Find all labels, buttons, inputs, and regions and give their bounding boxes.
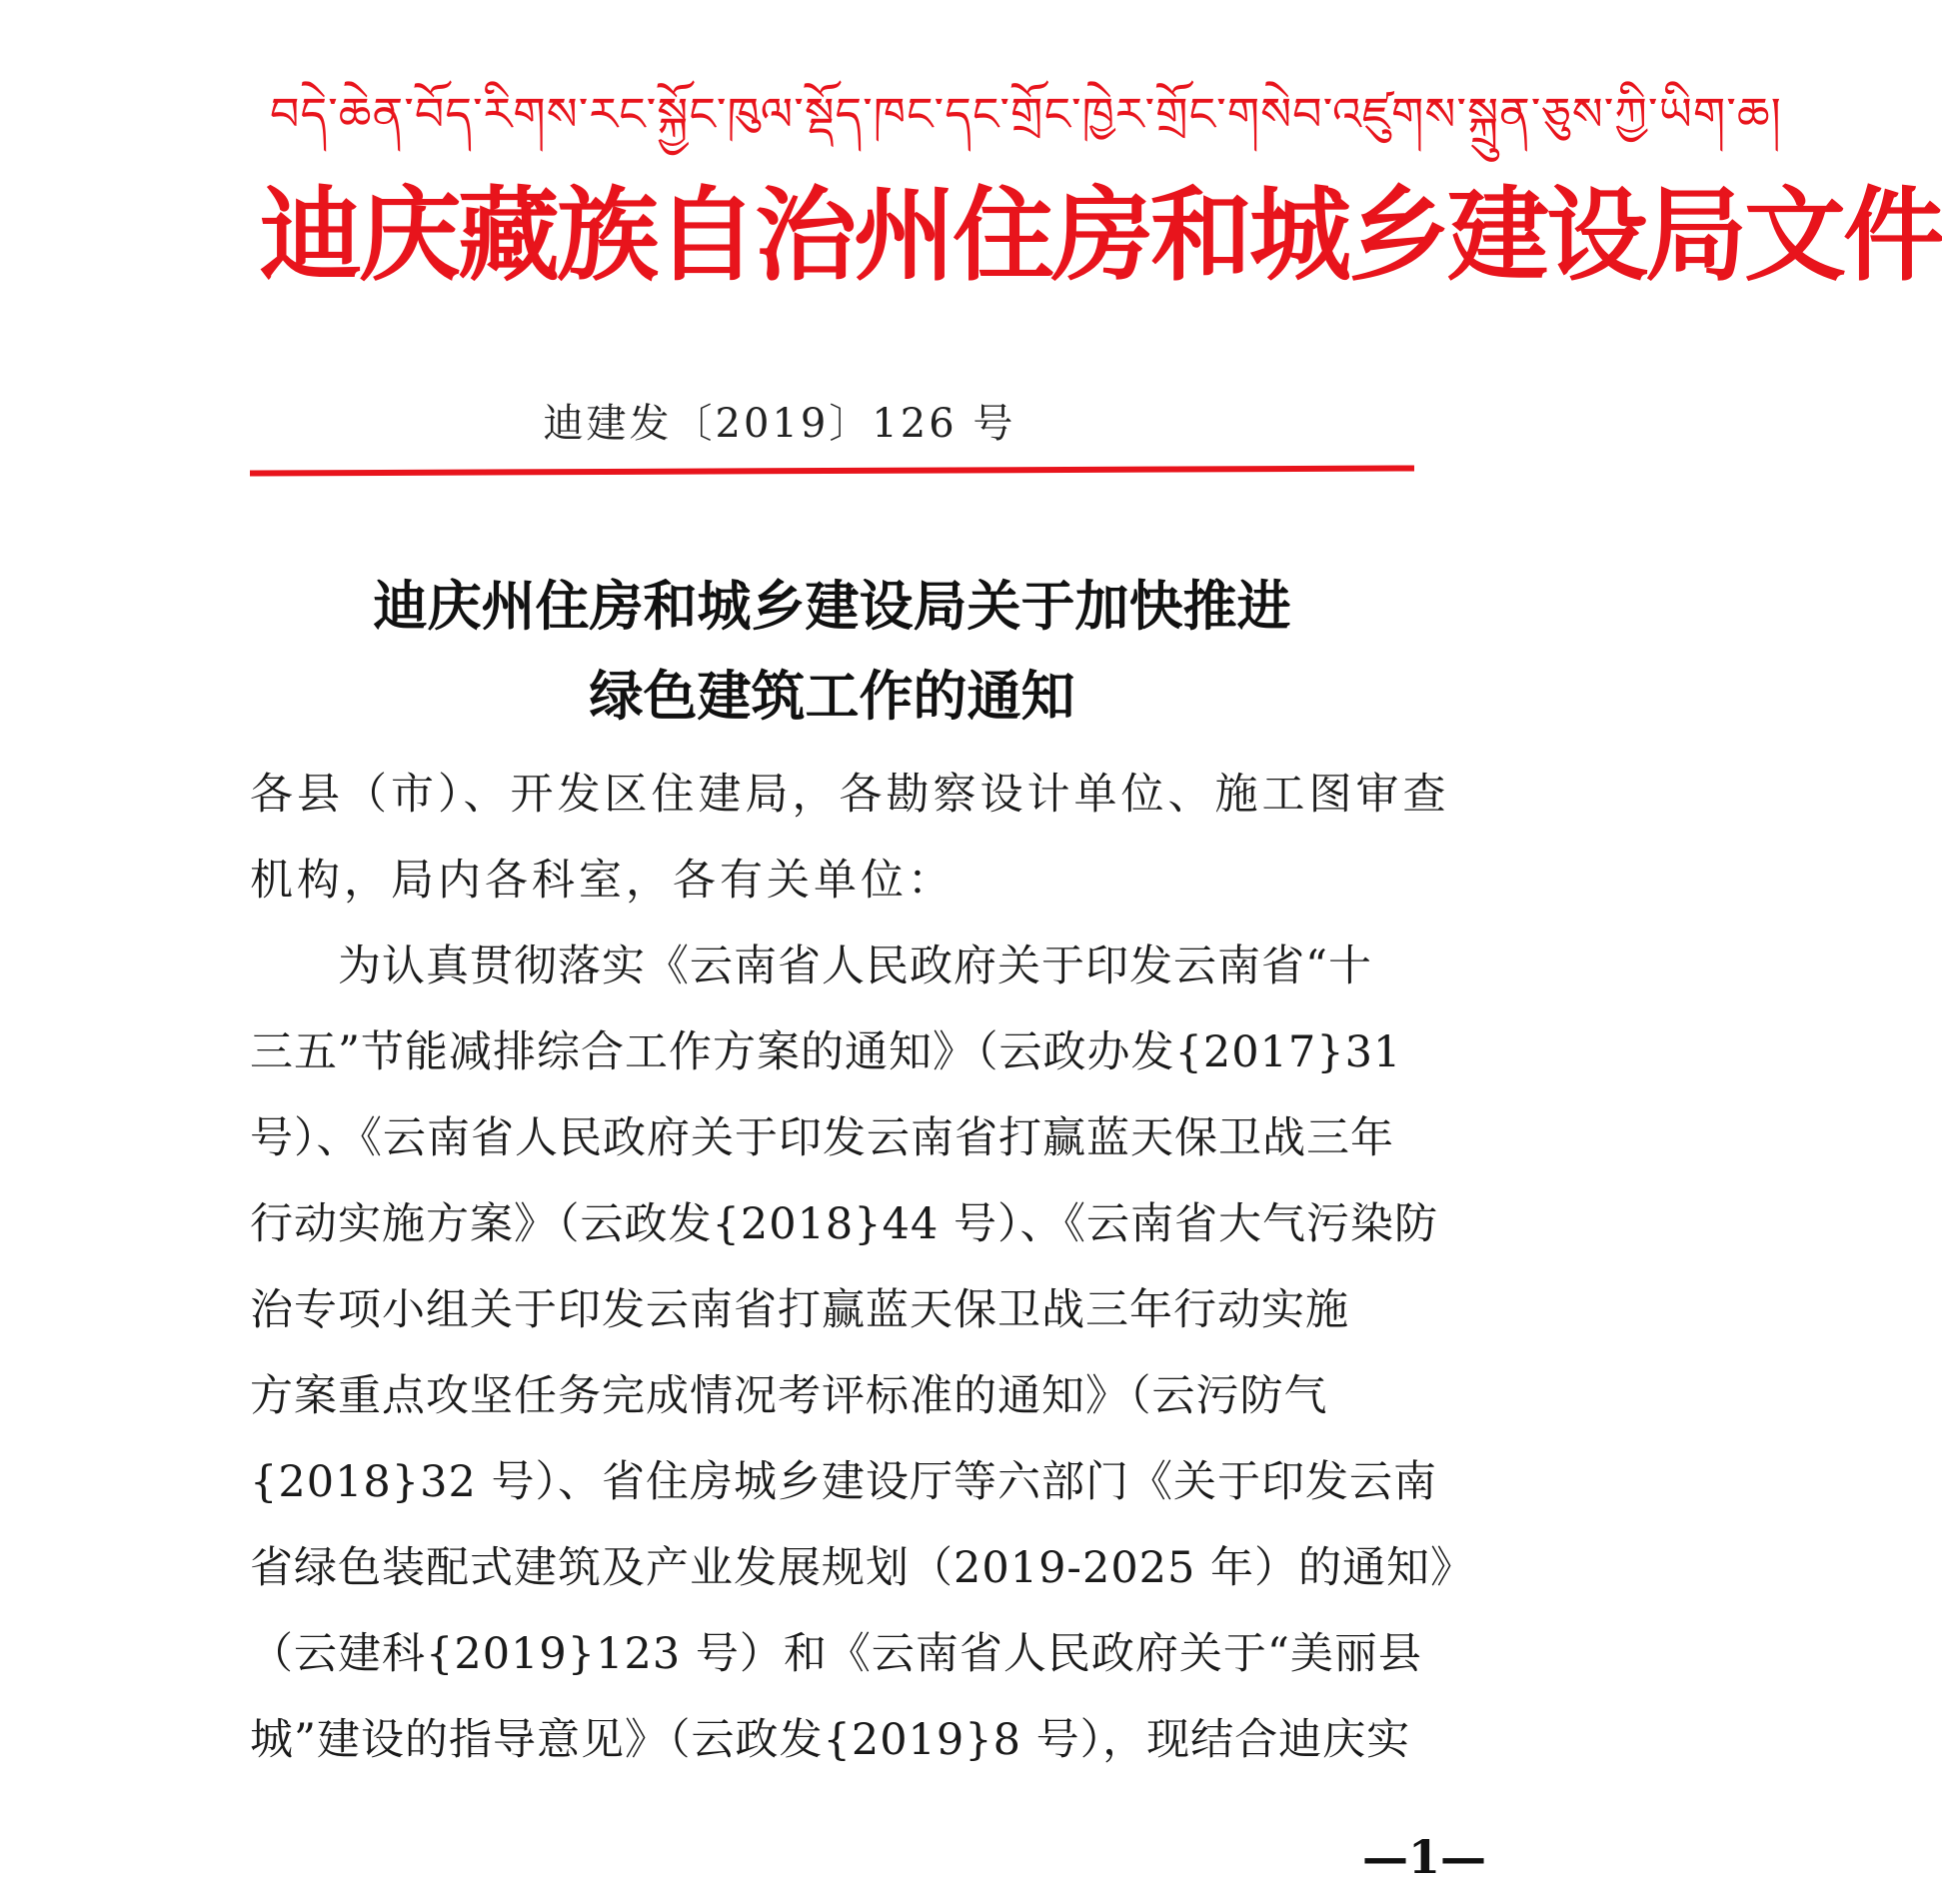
paragraph-line: 三五”节能减排综合工作方案的通知》（云政办发{2017}31 <box>250 1027 1402 1077</box>
paragraph-line: {2018}32 号）、省住房城乡建设厅等六部门《关于印发云南 <box>250 1457 1438 1507</box>
addressee-line: 各县（市）、开发区住建局，各勘察设计单位、施工图审查 <box>250 770 1450 820</box>
notice-title <box>250 562 1414 742</box>
red-divider-rule <box>250 465 1414 476</box>
paragraph-line: 方案重点攻坚任务完成情况考评标准的通知》（云污防气 <box>250 1371 1328 1421</box>
notice-title-line-1: 迪庆州住房和城乡建设局关于加快推进 <box>373 575 1291 638</box>
masthead-tibetan: བདེ་ཆེན་བོད་རིགས་རང་སྐྱོང་ཁུལ་སྡོད་ཁང་དང་གྲོང་ཁྱེར་གྲོང་གསེབ་འཛུགས་སྐྲུན་ཅུས་ཀྱི་ཡིག་ཆ། <box>270 87 1782 141</box>
document-number: 迪建发〔2019〕126 号 <box>543 401 1016 447</box>
paragraph-line: 省绿色装配式建筑及产业发展规划（2019-2025 年）的通知》 <box>250 1543 1475 1593</box>
paragraph-line: 号）、《云南省人民政府关于印发云南省打赢蓝天保卫战三年 <box>250 1113 1394 1163</box>
paragraph-line: 城”建设的指导意见》（云政发{2019}8 号），现结合迪庆实 <box>250 1715 1411 1765</box>
notice-body <box>250 752 1475 1783</box>
page-number: —1— <box>1361 1830 1486 1884</box>
notice-title-line-2: 绿色建筑工作的通知 <box>589 665 1075 728</box>
paragraph-line: （云建科{2019}123 号）和《云南省人民政府关于“美丽县 <box>250 1629 1422 1679</box>
paragraph-line: 行动实施方案》（云政发{2018}44 号）、《云南省大气污染防 <box>250 1199 1439 1249</box>
addressee-line: 机构，局内各科室，各有关单位： <box>250 856 955 906</box>
paragraph-line: 为认真贯彻落实《云南省人民政府关于印发云南省“十 <box>250 942 1372 991</box>
masthead-title: 迪庆藏族自治州住房和城乡建设局文件 <box>260 177 1942 296</box>
paragraph-line: 治专项小组关于印发云南省打赢蓝天保卫战三年行动实施 <box>250 1285 1349 1335</box>
